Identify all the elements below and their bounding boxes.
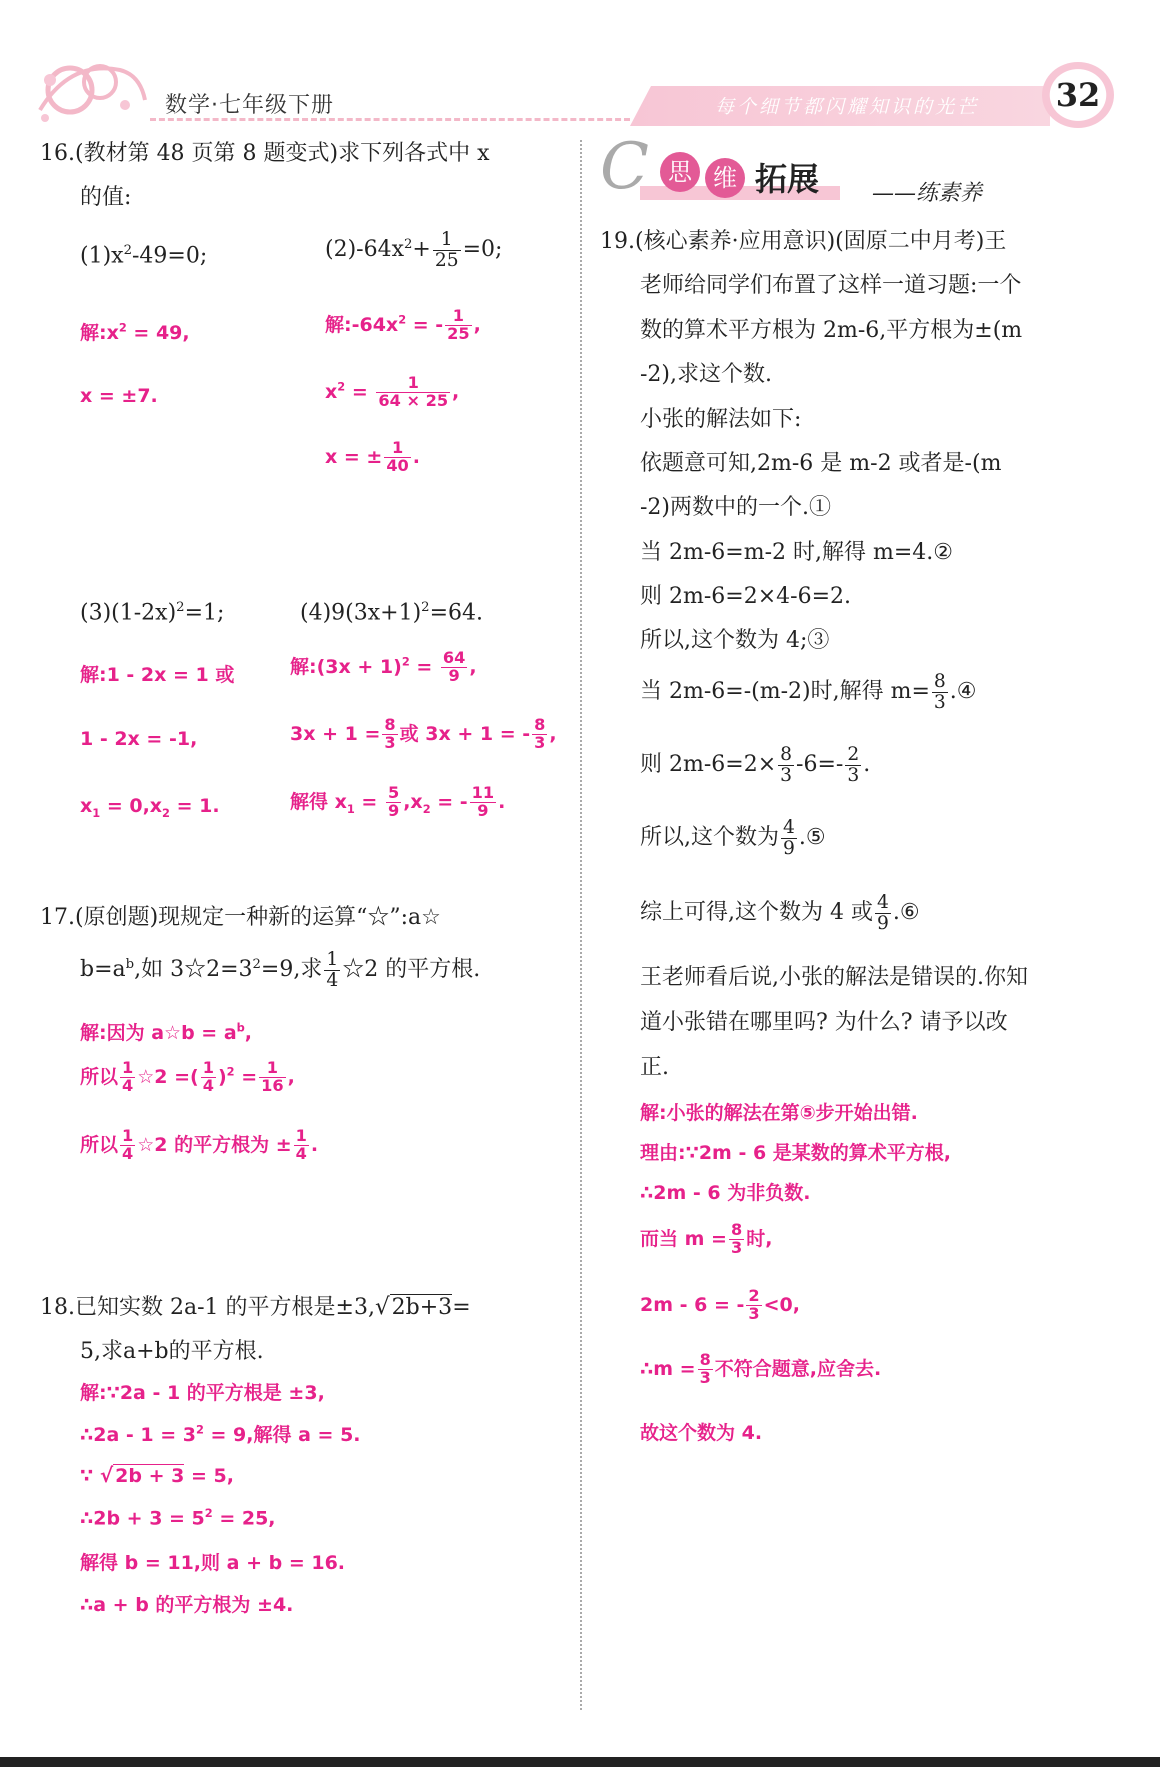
q19-answer-line5: 2m - 6 = - $\frac{2}{3}$ <0, [640, 1286, 800, 1323]
q19-answer-line1: 解:小张的解法在第⑤步开始出错. [640, 1102, 918, 1124]
q19-line7: -2)两数中的一个.① [640, 495, 832, 520]
q19-line6: 依题意可知,2m-6 是 m-2 或者是-(m [640, 451, 1002, 476]
q18-answer-line5: 解得 b = 11,则 a + b = 16. [80, 1552, 346, 1574]
q18-answer-line4: ∴2b + $3 = 5^2 = 25$, [80, 1506, 276, 1530]
column-divider [580, 140, 582, 1710]
section-letter: C [600, 130, 649, 204]
q19-answer-line2: 理由:∵2m - 6 是某数的算术平方根, [640, 1142, 952, 1164]
q16-stem-line1: 16.(教材第 48 页第 8 题变式)求下列各式中 x [40, 141, 490, 166]
q19-answer-line3: ∴2m - 6 为非负数. [640, 1182, 811, 1204]
q19-answer-line6: ∴m = $\frac{8}{3}$ 不符合题意,应舍去. [640, 1350, 882, 1387]
header-motto: 每个细节都闪耀知识的光芒 [715, 96, 980, 118]
q16-part4: $(4)9(3x+1)^2=64$. [300, 600, 483, 626]
q19-answer-line7: 故这个数为 4. [640, 1422, 763, 1444]
q19-line17: 正. [640, 1055, 669, 1080]
section-bubble-2: 维 [705, 158, 745, 198]
q16-answer4-line1: 解:(3x + 1)$^2$ = $\frac{64}{9}$ , [290, 648, 477, 685]
bottom-edge-bar [0, 1757, 1160, 1767]
section-subtitle: ——练素养 [872, 181, 983, 206]
q18-answer-line3: ∵ √ 2b + 3 = 5, [80, 1463, 234, 1487]
header-dashed-rule [150, 118, 630, 121]
q18-stem-line1: 18.已知实数 2a-1 的平方根是±3,√2b+3= [40, 1294, 471, 1320]
q16-answer1-line2: x = ±7. [80, 385, 158, 407]
page-header [0, 40, 1160, 140]
q16-answer4-line2: 3x + 1 = $\frac{8}{3}$ 或 3x + 1 = - $\frac{8}{3}$ , [290, 715, 557, 752]
q19-line14: 综上可得,这个数为 4 或 $\frac{4}{9}$ .⑥ [640, 892, 920, 934]
q16-part3: $(3)(1-2x)^2=1$; [80, 600, 225, 626]
q18-answer-line1: 解:∵2a - 1 的平方根是 ±3, [80, 1382, 325, 1404]
q17-answer-line2: 所以 $\frac{1}{4}$ ☆2 =( $\frac{1}{4}$ )$^2$ = $\frac{1}{16}$ , [80, 1058, 295, 1095]
q19-line4: -2),求这个数. [640, 362, 773, 387]
q18-answer-line2: ∴2a - $1 = 3^2 = 9$,解得 a = 5. [80, 1422, 361, 1446]
page-number: 32 [1042, 62, 1114, 128]
q19-line15: 王老师看后说,小张的解法是错误的.你知 [640, 965, 1028, 990]
q17-stem-line2: $b=a^b$,如 $3☆2=3^2=9$,求 $\frac{1}{4}$ ☆2 的平方根. [80, 949, 481, 991]
q19-line12: 则 2m-6=2× $\frac{8}{3}$ -6=- $\frac{2}{3}$ . [640, 744, 871, 786]
q16-part1: $(1)x^2-49=0$; [80, 243, 208, 269]
q19-line8: 当 2m-6=m-2 时,解得 m=4.② [640, 540, 953, 565]
q18-stem-line2: 5,求a+b的平方根. [80, 1339, 264, 1364]
q19-line5: 小张的解法如下: [640, 407, 802, 432]
q16-answer3-line2: 1 - 2x = -1, [80, 728, 198, 750]
section-bubble-1: 思 [660, 152, 700, 192]
section-title: 拓展 [755, 160, 820, 198]
q19-line1: 19.(核心素养·应用意识)(固原二中月考)王 [600, 229, 1007, 254]
q19-line2: 老师给同学们布置了这样一道习题:一个 [640, 273, 1022, 298]
q19-line3: 数的算术平方根为 2m-6,平方根为±(m [640, 318, 1023, 343]
q17-answer-line1: 解:因为 a☆b = $a^b$, [80, 1020, 253, 1044]
q16-answer1-line1: 解$:x^2 = 49$, [80, 320, 190, 344]
q16-answer3-line3: $x_1 = 0,x_2 = 1$. [80, 795, 220, 820]
q16-answer4-line3: 解得 $x_1$ = $\frac{5}{9}$ $,x_2$ = - $\frac{11}{9}$ . [290, 783, 506, 820]
q16-part2: $(2)-64x^2+$ $\frac{1}{25}$ =0; [325, 229, 503, 271]
q17-answer-line3: 所以 $\frac{1}{4}$ ☆2 的平方根为 ± $\frac{1}{4}$ . [80, 1126, 319, 1163]
q16-answer2-line1: 解$:-64x^2$ = - $\frac{1}{25}$ , [325, 306, 481, 343]
q19-answer-line4: 而当 m = $\frac{8}{3}$ 时, [640, 1220, 773, 1257]
q16-stem-line2: 的值: [80, 185, 132, 210]
q19-line9: 则 2m-6=2×4-6=2. [640, 584, 851, 609]
q19-line16: 道小张错在哪里吗? 为什么? 请予以改 [640, 1010, 1008, 1035]
q17-stem-line1: 17.(原创题)现规定一种新的运算“☆”:a☆ [40, 905, 441, 930]
q16-answer2-line2: $x^2$ = $\frac{1}{64 \times 25}$ , [325, 373, 460, 410]
q18-answer-line6: ∴a + b 的平方根为 ±4. [80, 1594, 294, 1616]
q19-line10: 所以,这个数为 4;③ [640, 628, 830, 653]
q19-line11: 当 2m-6=-(m-2)时,解得 m= $\frac{8}{3}$ .④ [640, 671, 977, 713]
q16-answer3-line1: 解:1 - 2x = 1 或 [80, 664, 235, 686]
book-subject: 数学·七年级下册 [165, 93, 334, 118]
q16-answer2-line3: x = ± $\frac{1}{40}$ . [325, 438, 421, 475]
floral-ornament-icon [30, 50, 150, 130]
q19-line13: 所以,这个数为 $\frac{4}{9}$ .⑤ [640, 817, 826, 859]
